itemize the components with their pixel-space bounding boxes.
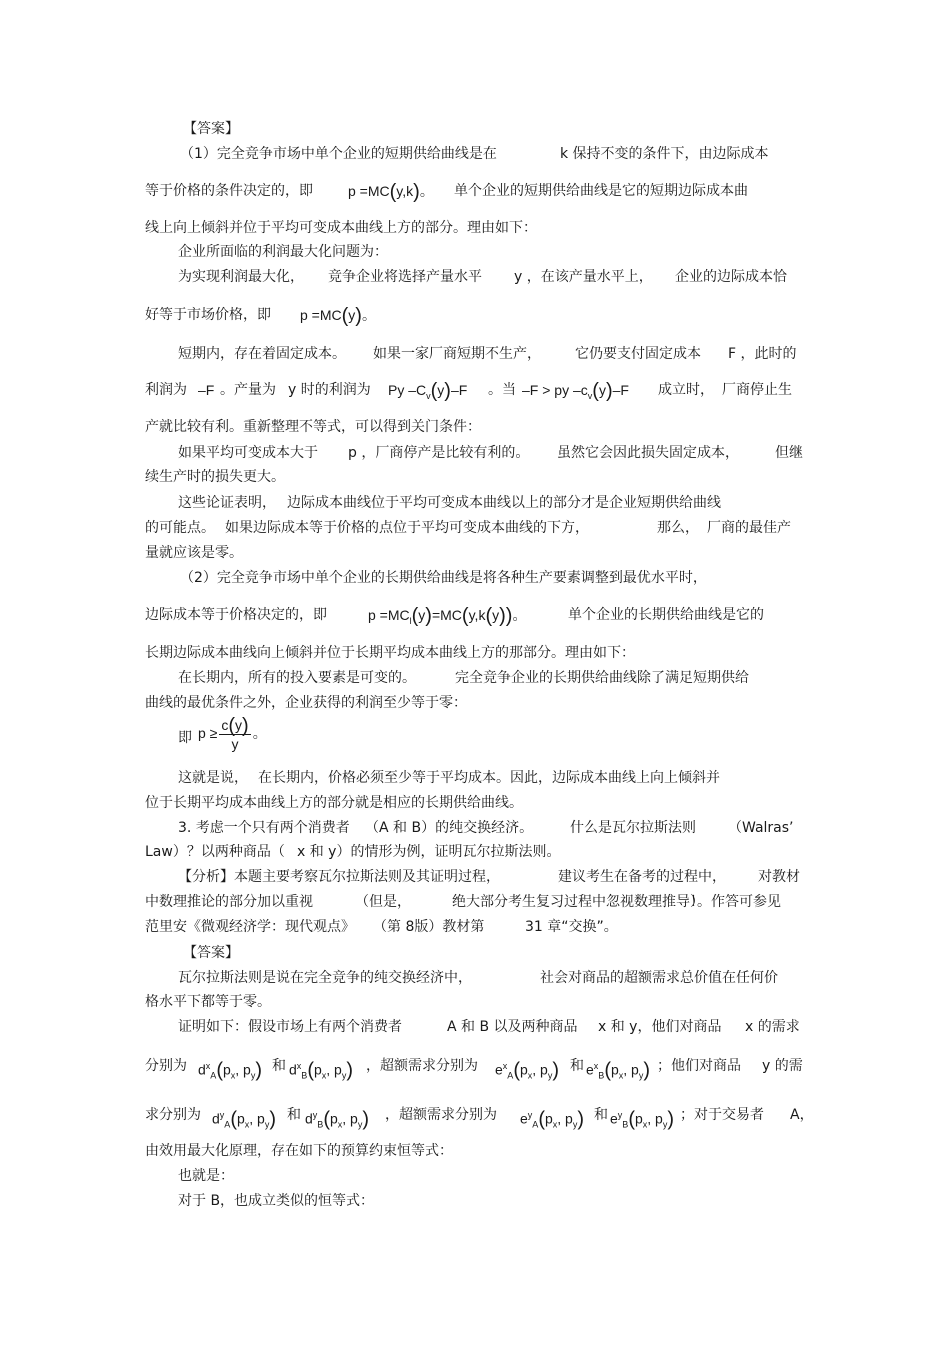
paragraph-line: 格水平下都等于零。 (145, 994, 271, 1010)
formula-short-run-supply: p =MC(y,k)。 (348, 181, 434, 203)
paragraph-line: y 时的利润为 (288, 382, 371, 398)
paragraph-line: 好等于市场价格，即 (145, 307, 271, 323)
paragraph-line: 和 (272, 1058, 286, 1074)
paragraph-line: 边际成本曲线位于平均可变成本曲线以上的部分才是企业短期供给曲线 (287, 495, 721, 511)
paragraph-line: 和 (287, 1107, 301, 1123)
paragraph-line: 位于长期平均成本曲线上方的部分就是相应的长期供给曲线。 (145, 795, 523, 811)
paragraph-line: 为实现利润最大化， (178, 269, 304, 285)
analysis-line: 【分析】本题主要考察瓦尔拉斯法则及其证明过程， (178, 869, 500, 885)
paragraph-line: k 保持不变的条件下，由边际成本 (560, 146, 769, 162)
paragraph-line: 社会对商品的超额需求总价值在任何价 (540, 970, 778, 986)
paragraph-line: 在长期内，所有的投入要素是可变的。 (178, 670, 416, 686)
paragraph-line: 量就应该是零。 (145, 545, 243, 561)
paragraph-line: y 的需 (762, 1058, 803, 1074)
paragraph-line: A 和 B 以及两种商品 (447, 1019, 578, 1035)
paragraph-line: 完全竞争企业的长期供给曲线除了满足短期供给 (455, 670, 749, 686)
paragraph-line: 单个企业的短期供给曲线是它的短期边际成本曲 (454, 183, 748, 199)
paragraph-line: ，超额需求分别为 (385, 1107, 497, 1123)
paragraph-line: F ，此时的 (728, 346, 797, 362)
paragraph-line: x 和 y，他们对商品 (598, 1019, 722, 1035)
paragraph-line: 那么， (657, 520, 699, 536)
formula-long-run-supply: $p =MC_l(y)=MC(y,k(y))$。 (368, 605, 527, 627)
paragraph-line: 短期内，存在着固定成本。 (178, 346, 346, 362)
paragraph-line: 但继 (775, 445, 803, 461)
paragraph-line: 对于 B，也成立类似的恒等式： (178, 1193, 375, 1209)
analysis-line: ）。作答可参见 (690, 894, 781, 910)
paragraph-line: 长期边际成本曲线向上倾斜并位于长期平均成本曲线上方的那部分。理由如下： (145, 645, 635, 661)
paragraph-line: 和 (570, 1058, 584, 1074)
paragraph-line: 分别为 (145, 1058, 187, 1074)
formula-demand-b-x: $d^x_B(p_x$, $p_y$) (289, 1059, 354, 1082)
paragraph-line: 厂商停止生 (722, 382, 792, 398)
paragraph-line: ；对于交易者 (680, 1107, 764, 1123)
analysis-line: （但是， (355, 894, 411, 910)
paragraph-line: 企业的边际成本恰 (675, 269, 787, 285)
question-line: 什么是瓦尔拉斯法则 (570, 820, 696, 836)
analysis-line: 绝大部分考生复习过程中忽视数理推导！ (452, 894, 704, 910)
paragraph-line: 如果边际成本等于价格的点位于平均可变成本曲线的下方， (225, 520, 589, 536)
paragraph-line: 由效用最大化原理，存在如下的预算约束恒等式： (145, 1143, 453, 1159)
analysis-line: （第 8版）教材第 (373, 919, 485, 935)
formula-profit: Py $-C_v(y)-F$ (388, 380, 468, 402)
question-line: x 和 y）的情形为例，证明瓦尔拉斯法则。 (297, 844, 561, 860)
formula-excess-b-y: $e^y_B(p_x$, $p_y$) (610, 1108, 675, 1131)
formula-excess-a-y: $e^y_A(p_x$, $p_y$) (520, 1108, 585, 1131)
paragraph-line: ；他们对商品 (657, 1058, 741, 1074)
paragraph-line: 线上向上倾斜并位于平均可变成本曲线上方的部分。理由如下： (145, 220, 537, 236)
question-line: （A 和 B）的纯交换经济。 (365, 820, 534, 836)
formula-negative-f: –F (198, 382, 215, 398)
paragraph-line: 在长期内，价格必须至少等于平均成本。因此，边际成本曲线上向上倾斜并 (258, 770, 720, 786)
question-line: Law）？以两种商品（ (145, 844, 285, 860)
paragraph-line: 证明如下：假设市场上有两个消费者 (178, 1019, 402, 1035)
question-line: 3. 考虑一个只有两个消费者 (178, 820, 350, 836)
formula-demand-b-y: $d^y_B(p_x$, $p_y$) (305, 1108, 370, 1131)
paragraph-line: 。当 (488, 382, 516, 398)
paragraph-line: 边际成本等于价格决定的，即 (145, 607, 327, 623)
paragraph-line: 产就比较有利。重新整理不等式，可以得到关门条件： (145, 419, 481, 435)
paragraph-line: 曲线的最优条件之外，企业获得的利润至少等于零： (145, 695, 467, 711)
paragraph-line: 成立时， (658, 382, 714, 398)
paragraph-line: y ，在该产量水平上， (514, 269, 653, 285)
paragraph-line: 虽然它会因此损失固定成本， (557, 445, 739, 461)
paragraph-line: 即 (178, 730, 192, 746)
paragraph-line: 如果一家厂商短期不生产， (373, 346, 541, 362)
paragraph-line: 利润为 (145, 382, 187, 398)
paragraph-line: A， (790, 1107, 814, 1123)
paragraph-line: ，超额需求分别为 (366, 1058, 478, 1074)
paragraph-line: 竞争企业将选择产量水平 (328, 269, 482, 285)
paragraph-line: （2）完全竞争市场中单个企业的长期供给曲线是将各种生产要素调整到最优水平时， (180, 570, 707, 586)
formula-shutdown-inequality: –F > py $-c_v(y)-F$ (522, 380, 629, 402)
paragraph-line: 求分别为 (145, 1107, 201, 1123)
paragraph-line: 如果平均可变成本大于 (178, 445, 318, 461)
formula-demand-a-y: $d^y_A(p_x$, $p_y$) (212, 1108, 277, 1131)
paragraph-line: 。产量为 (220, 382, 276, 398)
paragraph-line: 瓦尔拉斯法则是说在完全竞争的纯交换经济中， (178, 970, 472, 986)
formula-demand-a-x: $d^x_A(p_x$, $p_y$) (198, 1059, 263, 1082)
paragraph-line: x 的需求 (745, 1019, 800, 1035)
analysis-line: 对教材 (758, 869, 800, 885)
paragraph-line: 续生产时的损失更大。 (145, 469, 285, 485)
analysis-line: 31 章“交换”。 (525, 919, 618, 935)
formula-excess-a-x: $e^x_A(p_x$, $p_y$) (495, 1059, 560, 1082)
paragraph-line: 企业所面临的利润最大化问题为： (178, 244, 388, 260)
paragraph-line: （1）完全竞争市场中单个企业的短期供给曲线是在 (180, 146, 497, 162)
paragraph-line: 单个企业的长期供给曲线是它的 (568, 607, 764, 623)
answer-heading: 【答案】 (183, 945, 239, 961)
paragraph-line: 厂商的最佳产 (707, 520, 791, 536)
analysis-line: 中数理推论的部分加以重视 (145, 894, 313, 910)
formula-excess-b-x: $e^x_B(p_x$, $p_y$) (586, 1059, 651, 1082)
formula-price-ge-average-cost: p ≥ $\frac{c(y)}{y}$ 。 (198, 715, 267, 752)
question-line: （Walras’ (728, 820, 794, 836)
paragraph-line: 等于价格的条件决定的，即 (145, 183, 313, 199)
answer-heading: 【答案】 (183, 121, 239, 137)
paragraph-line: 这些论证表明， (178, 495, 276, 511)
paragraph-line: 的可能点。 (145, 520, 215, 536)
paragraph-line: 它仍要支付固定成本 (575, 346, 701, 362)
paragraph-line: 也就是： (178, 1168, 234, 1184)
formula-mc-equals-price: p =MC(y)。 (300, 305, 376, 327)
analysis-line: 建议考生在备考的过程中， (558, 869, 726, 885)
analysis-line: 范里安《微观经济学：现代观点》 (145, 919, 355, 935)
paragraph-line: 这就是说， (178, 770, 248, 786)
paragraph-line: 和 (594, 1107, 608, 1123)
paragraph-line: p ，厂商停产是比较有利的。 (348, 445, 530, 461)
